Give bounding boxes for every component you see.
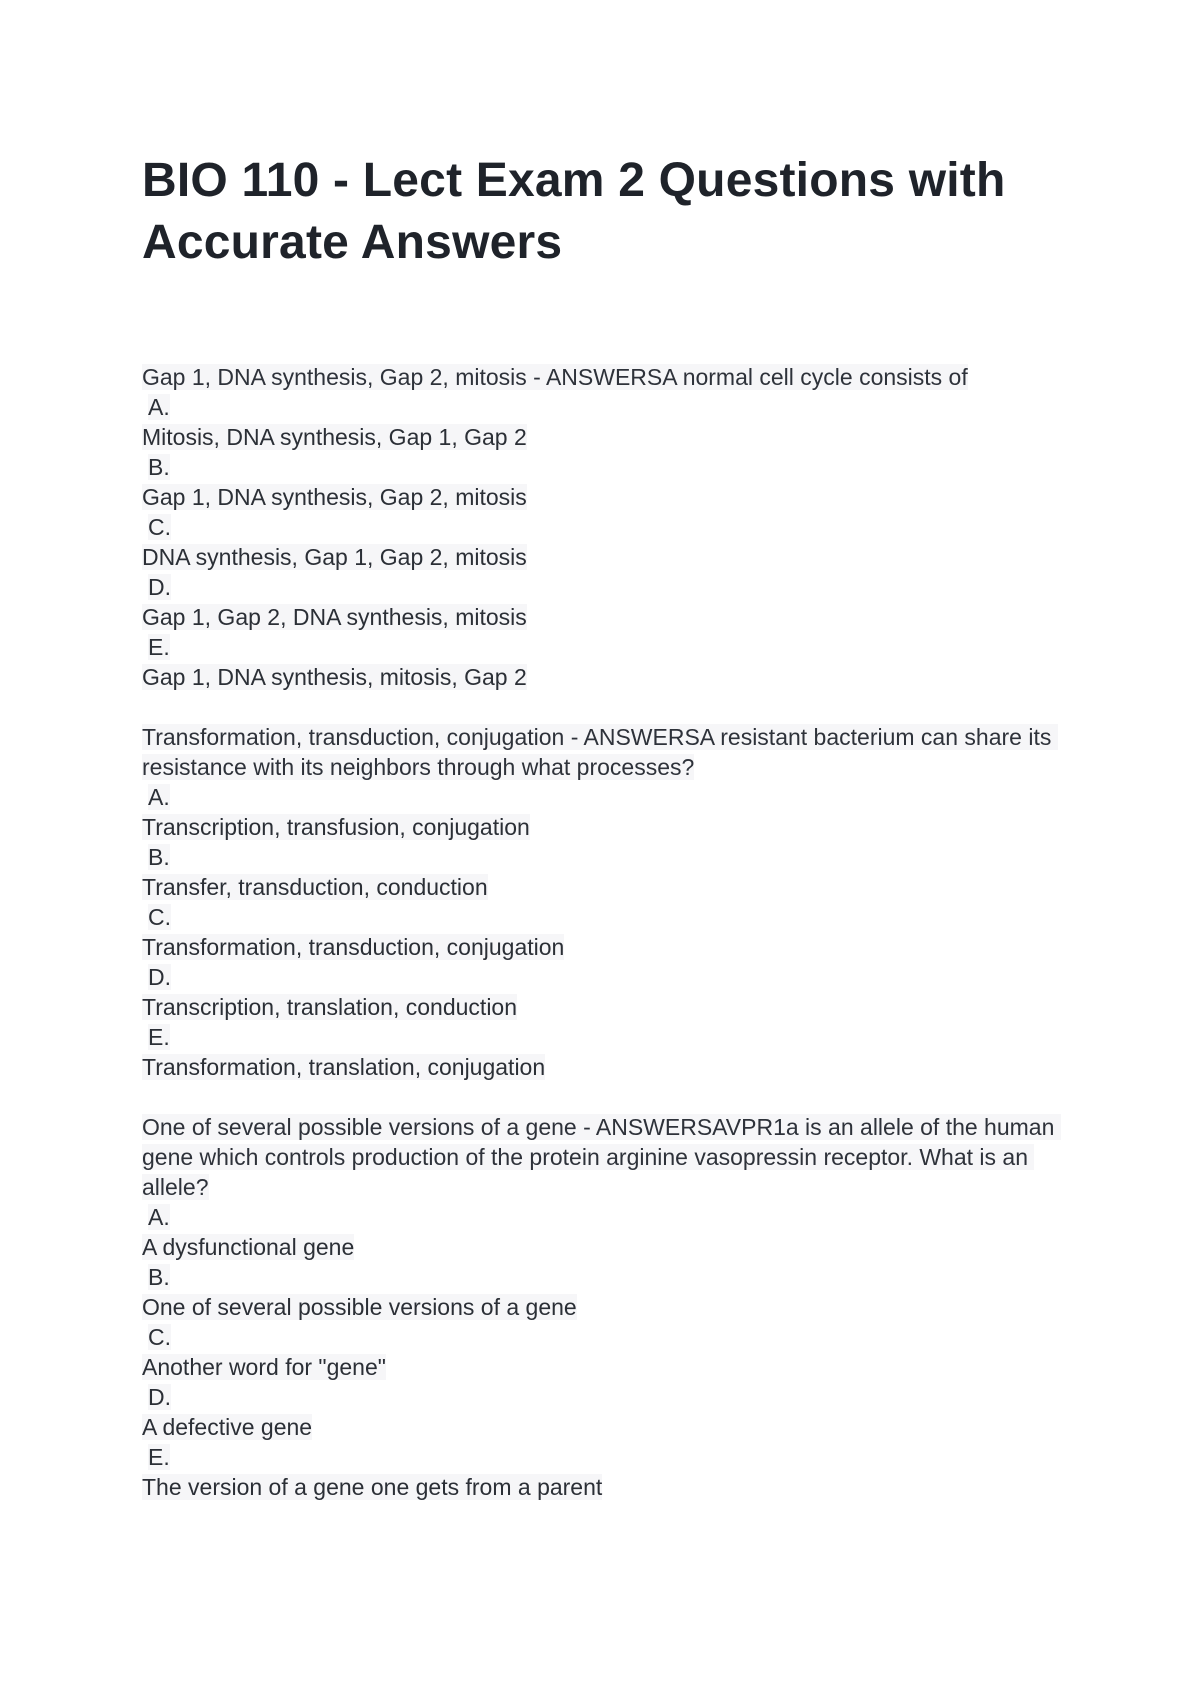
document-page <box>142 150 1062 1532</box>
option-letter: C. <box>148 1324 171 1350</box>
option-letter: E. <box>148 1444 170 1470</box>
option-text: The version of a gene one gets from a parent <box>142 1474 603 1500</box>
question-block <box>142 362 1062 692</box>
option-text: A dysfunctional gene <box>142 1234 355 1260</box>
question-block <box>142 1112 1062 1502</box>
option-letter: D. <box>148 964 171 990</box>
option-text: Transcription, transfusion, conjugation <box>142 814 530 840</box>
option-text: Transformation, transduction, conjugation <box>142 934 565 960</box>
option-letter: A. <box>148 1204 170 1230</box>
option-letter: B. <box>148 844 170 870</box>
question-list <box>142 362 1062 1502</box>
option-letter: A. <box>148 784 170 810</box>
question-block <box>142 722 1062 1082</box>
option-text: Transcription, translation, conduction <box>142 994 518 1020</box>
option-letter: E. <box>148 634 170 660</box>
option-text: Transfer, transduction, conduction <box>142 874 488 900</box>
option-letter: C. <box>148 514 171 540</box>
option-letter: C. <box>148 904 171 930</box>
question-text: One of several possible versions of a gene - ANSWERSAVPR1a is an allele of the human gene which controls production of the protein arginine vasopressin receptor. What is an allele? <box>142 1114 1061 1200</box>
option-text: Gap 1, DNA synthesis, mitosis, Gap 2 <box>142 664 527 690</box>
option-text: Mitosis, DNA synthesis, Gap 1, Gap 2 <box>142 424 527 450</box>
option-letter: E. <box>148 1024 170 1050</box>
question-text: Gap 1, DNA synthesis, Gap 2, mitosis - ANSWERSA normal cell cycle consists of <box>142 364 968 390</box>
option-text: A defective gene <box>142 1414 313 1440</box>
option-letter: D. <box>148 1384 171 1410</box>
option-letter: D. <box>148 574 171 600</box>
option-text: DNA synthesis, Gap 1, Gap 2, mitosis <box>142 544 527 570</box>
option-text: Gap 1, Gap 2, DNA synthesis, mitosis <box>142 604 527 630</box>
option-text: Gap 1, DNA synthesis, Gap 2, mitosis <box>142 484 527 510</box>
option-letter: B. <box>148 1264 170 1290</box>
option-text: Transformation, translation, conjugation <box>142 1054 546 1080</box>
option-text: Another word for "gene" <box>142 1354 386 1380</box>
option-letter: A. <box>148 394 170 420</box>
option-text: One of several possible versions of a gene <box>142 1294 577 1320</box>
page-title: BIO 110 - Lect Exam 2 Questions with Accurate Answers <box>142 154 1006 269</box>
question-text: Transformation, transduction, conjugation - ANSWERSA resistant bacterium can share its resistance with its neighbors through what processes? <box>142 724 1058 780</box>
option-letter: B. <box>148 454 170 480</box>
